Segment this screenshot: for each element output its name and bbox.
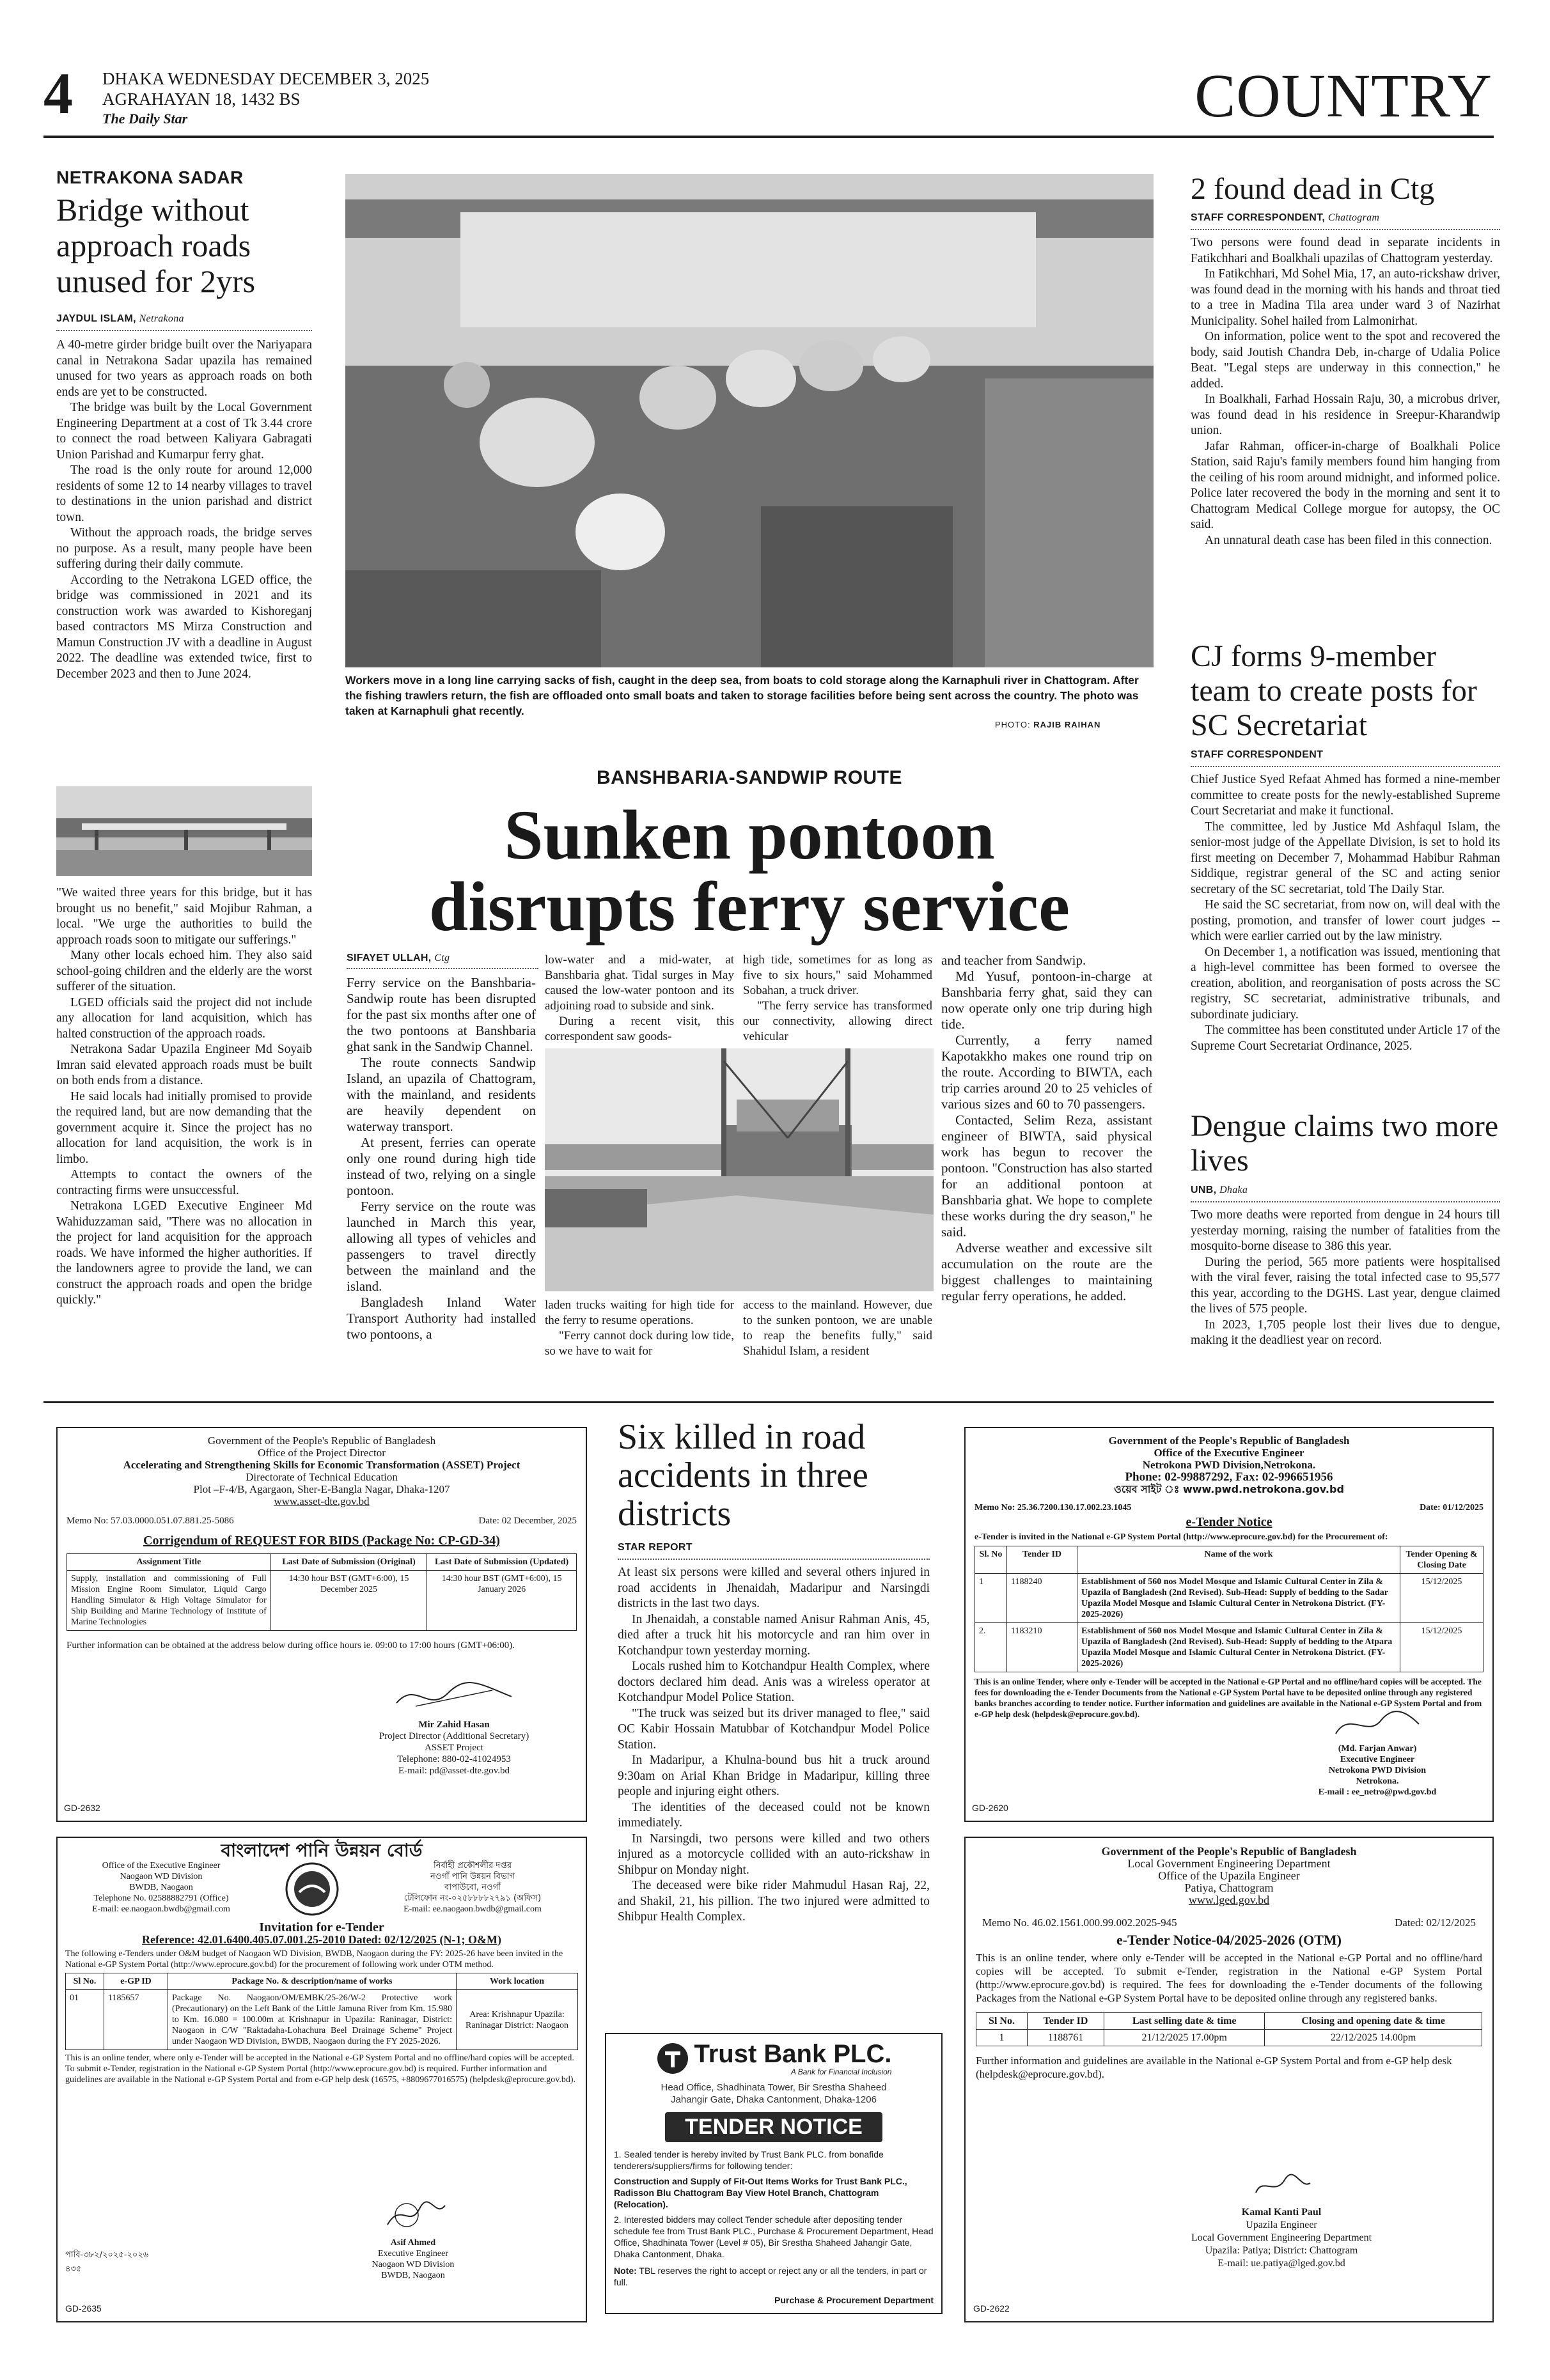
signatory-title: Upazila Engineer xyxy=(1246,2220,1317,2230)
ctg-dead-article xyxy=(1191,173,1500,548)
byline-place: Ctg xyxy=(434,953,450,963)
fish-photo-credit xyxy=(995,720,1100,729)
dengue-body xyxy=(1191,1208,1500,1349)
headline-line-1: Sunken pontoon xyxy=(504,796,995,874)
table-cell: Package No. Naogaon/OM/EMBK/25-26/W-2 Protective work (Precautionary) on the Left Bank of the Little Jamuna River from Km. 15.980 to Km. 16.080 = 100.00m at Krishnapur in Upazila: Raninagar, District: Naogaon in C/W "Raktadaha-Lohachura Beel Drainage Scheme" Project under Naogaon WD Division, BWDB, Naogaon during the FY 2025-2026. xyxy=(168,1990,457,2050)
ad-title: Corrigendum of REQUEST FOR BIDS (Package No: CP-GD-34) xyxy=(143,1534,500,1548)
date-line: DHAKA WEDNESDAY DECEMBER 3, 2025 xyxy=(102,69,430,88)
memo-number: Memo No: 57.03.0000.051.07.881.25-5086 xyxy=(67,1516,234,1526)
bridge-byline xyxy=(56,313,312,325)
pontoon-photo xyxy=(545,1048,934,1291)
signatory-title: ASSET Project xyxy=(425,1743,483,1753)
headline-line-2: disrupts ferry service xyxy=(429,867,1070,945)
table-cell: 22/12/2025 14.00pm xyxy=(1265,2030,1482,2046)
ad-footer-code: পাবি-৩৮২/২০২৫-২০২৬ xyxy=(65,2250,149,2260)
divider xyxy=(1191,229,1500,230)
note-label: Note: xyxy=(614,2266,637,2276)
signatory-title: Local Government Engineering Department xyxy=(1191,2232,1372,2243)
bank-tagline: A Bank for Financial Inclusion xyxy=(790,2067,892,2076)
cj-body xyxy=(1191,772,1500,1054)
pontoon-headline xyxy=(345,796,1154,945)
bank-address: Jahangir Gate, Dhaka Cantonment, Dhaka-1206 xyxy=(671,2094,877,2105)
paragraph: On December 1, a notification was issued, mentioning that a high-level committee has been formed to oversee the creation, abolition, and reorganisation of posts across the SC registry, SC secretariat, administrative tribunals, and subordinate judiciary. xyxy=(1191,945,1500,1022)
divider xyxy=(1191,766,1500,767)
pontoon-col-1 xyxy=(347,975,536,1342)
signatory-name: Kamal Kanti Paul xyxy=(1241,2207,1322,2218)
fish-caption: Workers move in a long line carrying sacks of fish, caught in the deep sea, from boats to cold storage along the Karnaphuli river in Chattogram. After the fishing trawlers return, the fish are offloaded onto small boats and taken to storage facilities before being sent across the country. The photo was taken at Karnaphuli ghat recently. xyxy=(345,674,1139,717)
pontoon-kicker: BANSHBARIA-SANDWIP ROUTE xyxy=(596,767,903,788)
signature-icon xyxy=(375,2196,451,2234)
road-byline xyxy=(618,1542,930,1553)
ad-note: Further information can be obtained at the address below during office hours ie. 09:00 to 17:00 hours (GMT+06:00). xyxy=(67,1640,515,1651)
paragraph: "The ferry service has transformed our connectivity, allowing direct vehicular xyxy=(743,999,932,1043)
trust-bank-logo-icon xyxy=(656,2042,689,2075)
paragraph: In Narsingdi, two persons were killed and two others injured as a motorcycle collided with an auto-rickshaw in Shibpur on Monday night. xyxy=(618,1832,930,1877)
paragraph: "The truck was seized but its driver managed to flee," said OC Kabir Hossain Matubbar of Kotchandpur Model Police Station. xyxy=(618,1706,930,1752)
byline-place: Dhaka xyxy=(1219,1185,1248,1195)
table-row xyxy=(66,1990,578,2050)
ad-footer-code: ৪৩৫ xyxy=(65,2264,82,2274)
paragraph: He said locals had initially promised to provide the required land, but are now demanding that the government acquire it. Since the project has no allocation for land acquisition, the work is in limbo. xyxy=(56,1089,312,1166)
divider xyxy=(56,330,312,331)
pontoon-photo-image xyxy=(545,1048,934,1291)
table-header: Last Date of Submission (Updated) xyxy=(427,1554,577,1571)
ad-line: Government of the People's Republic of Bangladesh xyxy=(207,1435,436,1447)
table-header: e-GP ID xyxy=(104,1973,168,1990)
tender-notice-banner: TENDER NOTICE xyxy=(665,2112,882,2142)
ad-note: Further information and guidelines are available in the National e-GP System Portal and from e-GP help desk (helpdesk@eprocure.gov.bd). xyxy=(976,2055,1452,2080)
table-row xyxy=(976,2030,1482,2046)
table-cell: 1 xyxy=(976,2030,1028,2046)
table-header: Tender Opening & Closing Date xyxy=(1400,1546,1483,1574)
signature-icon xyxy=(390,1677,518,1716)
ad-website[interactable]: ওয়েব সাইট ঃ www.pwd.netrokona.gov.bd xyxy=(1114,1483,1344,1495)
table-cell: 1188240 xyxy=(1007,1574,1077,1623)
byline-name: UNB, xyxy=(1191,1185,1217,1195)
table-cell: 1 xyxy=(975,1574,1007,1623)
ad-signature-block xyxy=(336,2196,490,2281)
byline-place: Netrakona xyxy=(139,313,184,324)
paragraph: The deceased were bike rider Mahmudul Hasan Raj, 22, and Shakil, 21, his pillion. The two injured were admitted to Shibpur Health Complex. xyxy=(618,1879,930,1924)
bridge-article xyxy=(56,167,312,682)
ad-code: GD-2632 xyxy=(64,1803,100,1813)
department-name: Purchase & Procurement Department xyxy=(774,2295,934,2305)
cj-byline xyxy=(1191,749,1500,761)
table-row xyxy=(975,1623,1483,1672)
ad-code: GD-2635 xyxy=(65,2303,102,2314)
pwd-tender-ad xyxy=(964,1427,1494,1822)
bridge-body-1 xyxy=(56,338,312,682)
tender-item: 1. Sealed tender is hereby invited by Trust Bank PLC. from bonafide tenderers/suppliers/firms for following tender: xyxy=(614,2149,884,2171)
table-header-row xyxy=(67,1554,577,1571)
paragraph: In Boalkhali, Farhad Hossain Raju, 30, a microbus driver, was found dead in his residence in Sreepur-Kharandwip union. xyxy=(1191,393,1500,437)
table-row xyxy=(67,1571,577,1631)
table-cell: 1183210 xyxy=(1007,1623,1077,1672)
pontoon-col-2-bottom xyxy=(545,1298,734,1359)
ad-line: Office of the Executive Engineer xyxy=(102,1861,221,1871)
credit-label: PHOTO: xyxy=(995,720,1031,729)
table-header-row xyxy=(975,1546,1483,1574)
paragraph: During the period, 565 more patients were hospitalised with the viral fever, raising the total infected case to 95,577 this year, according to the DGHS. Last year, dengue claimed the lives of 575 people. xyxy=(1191,1255,1500,1316)
paragraph: Without the approach roads, the bridge serves no purpose. As a result, many people have been suffering during their daily commute. xyxy=(56,526,312,571)
signatory-title: Upazila: Patiya; District: Chattogram xyxy=(1205,2245,1358,2256)
table-cell: 15/12/2025 xyxy=(1400,1623,1483,1672)
ad-line: Telephone No. 02588882791 (Office) xyxy=(93,1894,229,1903)
signatory-phone: Telephone: 880-02-41024953 xyxy=(397,1754,511,1764)
ad-note: This is an online tender, where only e-Tender will be accepted in the National e-GP System Portal and no offline/hard copies will be accepted. To submit e-Tender, registration in the National e-GP System Portal (http://www.eprocure.gov.bd) is required. Further information and guidelines are available in the National e-GP System Portal and from e-GP help desk (16575, +8809677016575) (helpdesk@eprocure.gov.bd). xyxy=(65,2053,575,2085)
table-header: Closing and opening date & time xyxy=(1265,2013,1482,2030)
section-rule xyxy=(43,1401,1494,1403)
page-number: 4 xyxy=(43,61,73,126)
paragraph: The identities of the deceased could not be known immediately. xyxy=(618,1800,930,1830)
bridge-kicker: NETRAKONA SADAR xyxy=(56,167,244,187)
divider xyxy=(618,1559,930,1560)
divider xyxy=(347,968,538,969)
ad-code: GD-2622 xyxy=(973,2303,1010,2314)
dengue-article xyxy=(1191,1109,1500,1349)
paragraph: Bangladesh Inland Water Transport Authority had installed two pontoons, a xyxy=(347,1295,536,1342)
paragraph: The route connects Sandwip Island, an upazila of Chattogram, with the mainland, and residents are heavily dependent on waterway transport. xyxy=(347,1055,536,1134)
table-row xyxy=(975,1574,1483,1623)
fish-photo-image xyxy=(345,174,1154,667)
table-cell: 15/12/2025 xyxy=(1400,1574,1483,1623)
paragraph: Two more deaths were reported from dengue in 24 hours till yesterday morning, raising the number of fatalities from the mosquito-borne disease to 386 this year. xyxy=(1191,1208,1500,1253)
ad-title-bangla: বাংলাদেশ পানি উন্নয়ন বোর্ড xyxy=(221,1840,423,1861)
paragraph: In Jhenaidah, a constable named Anisur Rahman Anis, 45, died after a truck hit his motorcycle and ran him over in Kotchandpur town yesterday morning. xyxy=(618,1612,930,1658)
paragraph: In Madaripur, a Khulna-bound bus hit a truck around 9:30am on Arial Khan Bridge in Madaripur, killing three people and injuring eight others. xyxy=(618,1754,930,1798)
paragraph: laden trucks waiting for high tide for the ferry to resume operations. xyxy=(545,1298,734,1327)
paragraph: In Fatikchhari, Md Sohel Mia, 17, an auto-rickshaw driver, was found dead in the morning with his hands and throat tied to a tree in Madina Tila area under ward 3 of Nazirhat Municipality. Sohel hailed from Lalmonirhat. xyxy=(1191,267,1500,328)
signatory-title: Naogaon WD Division xyxy=(372,2260,455,2269)
table-cell: 01 xyxy=(66,1990,104,2050)
bridge-photo-image xyxy=(56,786,312,876)
ad-title: e-Tender Notice-04/2025-2026 (OTM) xyxy=(1116,1932,1342,1948)
table-cell: 14:30 hour BST (GMT+6:00), 15 December 2025 xyxy=(270,1571,427,1631)
memo-date: Date: 01/12/2025 xyxy=(1420,1503,1483,1513)
ad-line: Office of the Project Director xyxy=(258,1447,386,1459)
bwdb-tender-ad xyxy=(56,1837,587,2322)
ad-line: Local Government Engineering Department xyxy=(1127,1857,1331,1870)
paragraph: An unnatural death case has been filed in this connection. xyxy=(1205,533,1492,547)
paragraph: "Ferry cannot dock during low tide, so we have to wait for xyxy=(545,1329,734,1358)
paragraph: A 40-metre girder bridge built over the Nariyapara canal in Netrakona Sadar upazila has remained unused for two years as approach roads on both ends are yet to be constructed. xyxy=(56,338,312,399)
ad-line: Office of the Executive Engineer xyxy=(1154,1447,1304,1459)
paragraph: At least six persons were killed and several others injured in road accidents in Jhenaidah, Madaripur and Narsingdi districts in the last two days. xyxy=(618,1566,930,1610)
table-cell: Area: Krishnapur Upazila: Raninagar District: Naogaon xyxy=(457,1990,578,2050)
bridge-headline: Bridge without approach roads unused for 2yrs xyxy=(56,192,256,299)
dengue-headline: Dengue claims two more lives xyxy=(1191,1109,1499,1178)
signatory-title: Executive Engineer xyxy=(1340,1755,1415,1764)
paragraph: Netrakona LGED Executive Engineer Md Wahiduzzaman said, "There was no allocation in the project for land acquisition for the approach roads. We have informed the higher authorities. If the landowners agree to provide the land, we can construct the approach roads and open the bridge quickly." xyxy=(56,1199,312,1307)
ad-line: Office of the Upazila Engineer xyxy=(1158,1869,1300,1882)
ad-code: GD-2620 xyxy=(972,1803,1008,1813)
table-header: Work location xyxy=(457,1973,578,1990)
byline-name: STAFF CORRESPONDENT xyxy=(1191,749,1324,760)
bank-name: Trust Bank PLC. xyxy=(694,2040,892,2068)
memo-number: Memo No. 46.02.1561.000.99.002.2025-945 xyxy=(982,1917,1177,1929)
table-header: Sl No. xyxy=(66,1973,104,1990)
ad-note: This is an online Tender, where only e-Tender will be accepted in the National e-GP Portal and no offline/hard copies will be accepted. The fees for downloading the e-Tender Documents from the National e-GP System Portal have to be deposited online through any registered banks branches according to tender notice. Further information and guidelines are available in the National e-GP System Portal and from e-GP help desk (helpdesk@eprocure.gov.bd). xyxy=(975,1677,1482,1719)
table-header: Last selling date & time xyxy=(1104,2013,1265,2030)
ad-intro: The following e-Tenders under O&M budget of Naogaon WD Division, BWDB, Naogaon during the FY: 2025-26 have been invited in the National e-GP System Portal (http://www.eprocure.gov.bd) for the procurement of following work under OTM method. xyxy=(65,1949,563,1970)
trust-bank-header xyxy=(614,2041,934,2076)
ad-line: Accelerating and Strengthening Skills for Economic Transformation (ASSET) Project xyxy=(123,1459,521,1471)
table-cell: 14:30 hour BST (GMT+6:00), 15 January 2026 xyxy=(427,1571,577,1631)
pwd-table xyxy=(975,1546,1483,1672)
table-cell: 1185657 xyxy=(104,1990,168,2050)
ad-line: Plot –F-4/B, Agargaon, Sher-E-Bangla Nagar, Dhaka-1207 xyxy=(193,1483,450,1495)
lged-tender-ad xyxy=(964,1837,1494,2322)
paragraph: The committee, led by Justice Md Ashfaqul Islam, the senior-most judge of the Appellate Division, is set to hold its first meeting on December 7, Mohammad Habibur Rahman Siddique, registrar general of the SC and acting senior secretary of the SC secretariat, told The Daily Star. xyxy=(1191,820,1500,896)
byline-name: JAYDUL ISLAM, xyxy=(56,313,136,324)
table-cell: Supply, installation and commissioning of Full Mission Engine Room Simulator, Liquid Cargo Handling Simulator & High Voltage Simulator for Ship Building and Marine Technology of Institute of Marine Technologies xyxy=(67,1571,271,1631)
paragraph: The road is the only route for around 12,000 residents of some 12 to 14 nearby villages to travel to destinations in the union parishad and district town. xyxy=(56,463,312,524)
paragraph: The bridge was built by the Local Government Engineering Department at a cost of Tk 3.44 crore to connect the road between Kaliyara Gabragati Union Parishad and Kumarpur ferry ghat. xyxy=(56,401,312,462)
ad-signature-block xyxy=(1294,1708,1460,1798)
note-text: TBL reserves the right to accept or reject any or all the tenders, in part or full. xyxy=(614,2266,927,2287)
signatory-name: (Md. Farjan Anwar) xyxy=(1338,1744,1417,1754)
table-header: Tender ID xyxy=(1028,2013,1104,2030)
ad-email[interactable]: E-mail: ee.naogaon.bwdb@gmail.com xyxy=(403,1904,542,1914)
pontoon-col-4 xyxy=(941,953,1152,1304)
ad-line: Government of the People's Republic of Bangladesh xyxy=(1101,1845,1357,1858)
table-header: Sl. No xyxy=(975,1546,1007,1574)
signatory-name: Asif Ahmed xyxy=(390,2238,436,2248)
paragraph: The committee has been constituted under Article 17 of the Supreme Court Secretariat Ordinance, 2025. xyxy=(1191,1023,1500,1053)
paragraph: Chief Justice Syed Refaat Ahmed has formed a nine-member committee to create posts for the newly-established Supreme Court Secretariat and make it functional. xyxy=(1191,773,1500,818)
bridge-photo xyxy=(56,786,312,876)
paragraph: Two persons were found dead in separate incidents in Fatikchhari and Boalkhali upazilas of Chattogram yesterday. xyxy=(1191,236,1500,265)
asset-table xyxy=(67,1553,577,1631)
paragraph: "We waited three years for this bridge, but it has brought us no benefit," said Mojibur Rahman, a local. "We urge the authorities to build the approach roads soon to mitigate our sufferings." xyxy=(56,886,312,947)
fish-photo xyxy=(345,174,1154,667)
paragraph: He said the SC secretariat, from now on, will deal with the posting, promotion, and transfer of lower court judges -- which were earlier carried out by the law ministry. xyxy=(1191,898,1500,943)
paragraph: low-water and a mid-water, at Banshbaria ghat. Tidal surges in May caused the low-water pontoon and its adjoining road to subside and sink. xyxy=(545,953,734,1013)
road-article xyxy=(618,1418,930,1925)
signatory-email[interactable]: E-mail: ue.patiya@lged.gov.bd xyxy=(1217,2258,1345,2269)
asset-tender-ad xyxy=(56,1427,587,1822)
paragraph: Contacted, Selim Reza, assistant engineer of BIWTA, said physical work has begun to recover the pontoon. "Construction has also started for an additional pontoon at Banshbaria ghat. We hope to complete these works during the dry season," he said. xyxy=(941,1112,1152,1240)
table-cell: 2. xyxy=(975,1623,1007,1672)
pontoon-col-3-bottom xyxy=(743,1298,932,1359)
ad-line: Naogaon WD Division xyxy=(120,1872,203,1881)
byline-name: STAR REPORT xyxy=(618,1542,693,1553)
table-header: Tender ID xyxy=(1007,1546,1077,1574)
ad-email[interactable]: E-mail: ee.naogaon.bwdb@gmail.com xyxy=(92,1904,230,1914)
table-cell: 1188761 xyxy=(1028,2030,1104,2046)
table-cell: Establishment of 560 nos Model Mosque and Islamic Cultural Center in Zila & Upazila of Bangladesh (2nd Revised). Sub-Head: Supply of bedding to the Sadar Upazila Model Mosque and Islamic Cultural Center in Netrokona District. (FY-2025-2026) xyxy=(1077,1574,1400,1623)
signatory-title: BWDB, Naogaon xyxy=(381,2271,445,2280)
paper-name-logo: The Daily Star xyxy=(102,111,188,127)
road-body xyxy=(618,1565,930,1925)
paragraph: and teacher from Sandwip. xyxy=(941,953,1086,968)
ad-line: Netrokona PWD Division,Netrokona. xyxy=(1142,1459,1316,1471)
paragraph: Jafar Rahman, officer-in-charge of Boalkhali Police Station, said Raju's family members found him hanging from the ceiling of his room around midnight, and informed police. Police later recovered the body in the morning and sent it to Chattogram Medical College morgue for autopsy, the OC said. xyxy=(1191,439,1500,531)
ad-signature-block xyxy=(1147,2170,1416,2270)
bank-address: Head Office, Shadhinata Tower, Bir Srestha Shaheed xyxy=(661,2082,887,2093)
byline-place: Chattogram xyxy=(1327,212,1380,223)
ad-line: নির্বাহী প্রকৌশলীর দপ্তর xyxy=(434,1861,512,1871)
ad-line: Patiya, Chattogram xyxy=(1184,1881,1274,1894)
signatory-title: Executive Engineer xyxy=(377,2249,448,2259)
paragraph: LGED officials said the project did not include any allocation for land acquisition, which has halted construction of the approach roads. xyxy=(56,995,312,1041)
ad-line: Phone: 02-99887292, Fax: 02-996651956 xyxy=(1125,1470,1333,1484)
paragraph: According to the Netrakona LGED office, the bridge was commissioned in 2021 and its construction work was awarded to Kishoreganj based contractors MS Mirza Construction and Mamun Construction JV with a deadline in August 2022. The deadline was extended twice, first to December 2023 and then to June 2024. xyxy=(56,573,312,681)
memo-date: Dated: 02/12/2025 xyxy=(1394,1917,1476,1929)
ad-title: Invitation for e-Tender xyxy=(259,1920,384,1934)
paragraph: Attempts to contact the owners of the contracting firms were unsuccessful. xyxy=(56,1168,312,1197)
paragraph: In 2023, 1,705 people lost their lives due to dengue, making it the deadliest year on record. xyxy=(1191,1318,1500,1347)
ad-link[interactable]: www.asset-dte.gov.bd xyxy=(274,1495,370,1507)
table-header: Assignment Title xyxy=(67,1554,271,1571)
ctg-headline: 2 found dead in Ctg xyxy=(1191,172,1435,206)
ad-line: নওগাঁ পানি উন্নয়ন বিভাগ xyxy=(430,1872,515,1881)
ad-line: টেলিফোন নং-০২৫৮৮৮৮২৭৯১ (অফিস) xyxy=(403,1894,542,1903)
byline-name: STAFF CORRESPONDENT, xyxy=(1191,212,1326,223)
memo-date: Date: 02 December, 2025 xyxy=(478,1516,577,1526)
signatory-email[interactable]: E-mail : ee_netro@pwd.gov.bd xyxy=(1318,1787,1437,1797)
table-header-row xyxy=(66,1973,578,1990)
ad-title: e-Tender Notice xyxy=(1186,1515,1272,1529)
paragraph: Ferry service on the Banshbaria-Sandwip route has been disrupted for the past six months after one of the two pontoons at Banshbaria ghat sank in the Sandwip Channel. xyxy=(347,975,536,1054)
signatory-title: Project Director (Additional Secretary) xyxy=(379,1731,529,1741)
masthead-rule xyxy=(43,136,1494,138)
paragraph: Ferry service on the route was launched in March this year, allowing all types of vehicles and passengers to travel directly between the mainland and the island. xyxy=(347,1199,536,1294)
paragraph: Netrakona Sadar Upazila Engineer Md Soyaib Imran said elevated approach roads must be built on both ends from a distance. xyxy=(56,1043,312,1087)
pontoon-col-3-top xyxy=(743,953,932,1045)
table-header: Package No. & description/name of works xyxy=(168,1973,457,1990)
ctg-byline xyxy=(1191,212,1500,224)
paragraph: high tide, sometimes for as long as five to six hours," said Mohammed Sobahan, a truck driver. xyxy=(743,953,932,997)
table-header-row xyxy=(976,2013,1482,2030)
ctg-body xyxy=(1191,235,1500,548)
ad-line: Government of the People's Republic of Bangladesh xyxy=(1108,1435,1350,1447)
tender-item-title: Construction and Supply of Fit-Out Items Works for Trust Bank PLC., Radisson Blu Chattogram Bay View Hotel Branch, Chattogram (Relocation). xyxy=(614,2176,907,2209)
pontoon-byline xyxy=(347,953,450,964)
ad-website[interactable]: www.lged.gov.bd xyxy=(1188,1894,1270,1906)
signature-icon xyxy=(1329,1708,1425,1740)
section-title: COUNTRY xyxy=(1194,61,1492,130)
bangla-date: AGRAHAYAN 18, 1432 BS xyxy=(102,89,301,109)
signatory-name: Mir Zahid Hasan xyxy=(418,1720,490,1730)
ad-signature-block xyxy=(358,1677,550,1777)
paragraph: Md Yusuf, pontoon-in-charge at Banshbaria ferry ghat, said they can now operate only one trip during high tide. xyxy=(941,968,1152,1032)
cj-article xyxy=(1191,639,1500,1054)
dengue-byline xyxy=(1191,1185,1500,1196)
paragraph: Locals rushed him to Kotchandpur Health Complex, where doctors declared him dead. Anis was a wireless operator at Kotchandpur Model Police Station. xyxy=(618,1660,930,1704)
divider xyxy=(1191,1201,1500,1202)
paragraph: At present, ferries can operate only one round during high tide instead of two, relying on a single pontoon. xyxy=(347,1135,536,1198)
road-headline: Six killed in road accidents in three districts xyxy=(618,1417,868,1534)
table-cell: 21/12/2025 17.00pm xyxy=(1104,2030,1265,2046)
bridge-body-2 xyxy=(56,885,312,1309)
byline-name: SIFAYET ULLAH, xyxy=(347,953,432,963)
cj-headline: CJ forms 9-member team to create posts for SC Secretariat xyxy=(1191,639,1477,742)
table-cell: Establishment of 560 nos Model Mosque and Islamic Cultural Center in Zila & Upazila of Bangladesh (2nd Revised). Sub-Head: Supply of bedding to the Atpara Upazila Model Mosque and Islamic Cultural Center in Netrokona District. (FY-2025-2026) xyxy=(1077,1623,1400,1672)
signatory-title: Netrokona PWD Division xyxy=(1328,1766,1427,1775)
bwdb-logo-icon xyxy=(283,1860,341,1918)
paragraph: Many other locals echoed him. They also said school-going children and the elderly are the worst sufferer of the situation. xyxy=(56,949,312,993)
signature-icon xyxy=(1249,2170,1313,2202)
paragraph: Currently, a ferry named Kapotakkho makes one round trip on the route. According to BIWTA, each trip carries around 20 to 25 vehicles of various sizes and 60 to 70 passengers. xyxy=(941,1032,1152,1112)
ad-line: BWDB, Naogaon xyxy=(129,1883,193,1892)
signatory-title: Netrokona. xyxy=(1356,1777,1399,1786)
ad-line: বাপাউবো, নওগাঁ xyxy=(444,1883,501,1892)
paragraph: During a recent visit, this correspondent saw goods- xyxy=(545,1015,734,1043)
tender-item: 2. Interested bidders may collect Tender schedule after depositing tender schedule fee from Trust Bank PLC., Purchase & Procurement Department, Head Office, Shadhinata Tower (Level # 05), Bir Srestha Shaheed Jahangir Gate, Dhaka Cantonment, Dhaka. xyxy=(614,2214,934,2259)
table-header: Last Date of Submission (Original) xyxy=(270,1554,427,1571)
ad-intro: e-Tender is invited in the National e-GP System Portal (http://www.eprocure.gov.bd) for the Procurement of: xyxy=(975,1532,1388,1542)
credit-name: RAJIB RAIHAN xyxy=(1033,720,1101,729)
ad-intro: This is an online tender, where only e-Tender will be accepted in the National e-GP Portal and no offline/hard copies will be accepted. To submit e-Tender, registration in the National e-GP System Portal (http://www.eprocure.gov.bd) is required. The fees for downloading the e-Tender documents of the following Packages from the National e-GP System Portal have to be deposited online through any registered banks. xyxy=(976,1952,1482,2004)
ad-line: Directorate of Technical Education xyxy=(246,1471,398,1483)
paragraph: On information, police went to the spot and recovered the body, said Joutish Chandra Deb, in-charge of Udalia Police Beat. "Legal steps are underway in this connection," he added. xyxy=(1191,330,1500,391)
trust-bank-ad xyxy=(605,2033,943,2314)
memo-number: Memo No: 25.36.7200.130.17.002.23.1045 xyxy=(975,1503,1132,1513)
ad-reference: Reference: 42.01.6400.405.07.001.25-2010 Dated: 02/12/2025 (N-1; O&M) xyxy=(141,1933,502,1946)
table-header: Name of the work xyxy=(1077,1546,1400,1574)
signatory-email[interactable]: E-mail: pd@asset-dte.gov.bd xyxy=(398,1766,510,1776)
bwdb-table xyxy=(65,1973,578,2050)
paragraph: access to the mainland. However, due to the sunken pontoon, we are unable to reap the benefits fully," said Shahidul Islam, a resident xyxy=(743,1298,932,1358)
pontoon-col-2-top xyxy=(545,953,734,1045)
lged-table xyxy=(976,2012,1482,2046)
table-header: Sl No. xyxy=(976,2013,1028,2030)
paragraph: Adverse weather and excessive silt accumulation on the route are the biggest challenges to maintaining regular ferry operations, he added. xyxy=(941,1240,1152,1303)
